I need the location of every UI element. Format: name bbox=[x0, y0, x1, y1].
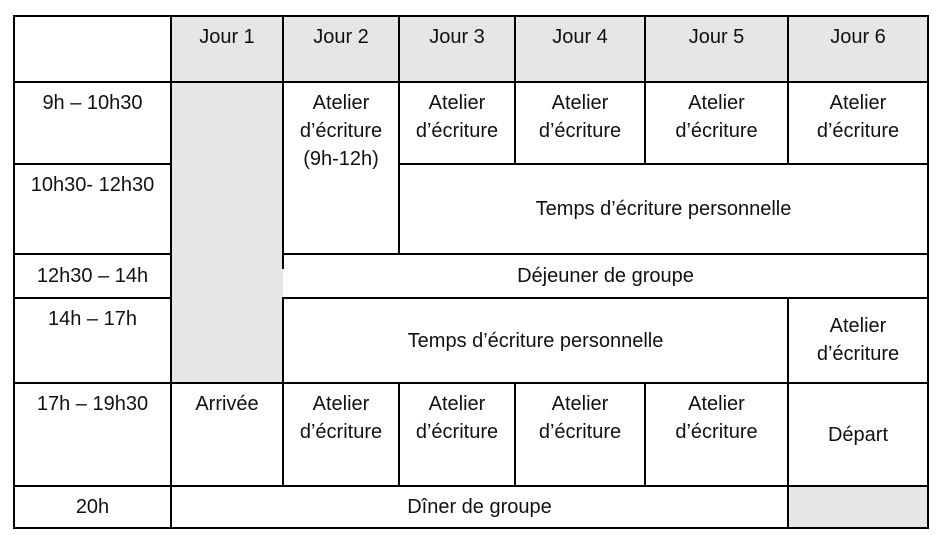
activity-line: Atelier bbox=[312, 92, 370, 114]
grid-line bbox=[787, 297, 789, 529]
grid-line bbox=[283, 253, 929, 255]
grid-line bbox=[283, 297, 929, 299]
grid-line bbox=[644, 382, 646, 487]
grid-line bbox=[514, 15, 516, 165]
grid-line bbox=[13, 163, 171, 165]
activity-line: d’écriture bbox=[538, 421, 622, 443]
activity-line: Atelier bbox=[829, 92, 887, 114]
grid-line bbox=[927, 15, 929, 529]
activity-line: Atelier bbox=[428, 393, 486, 415]
day-6-dinner-empty bbox=[788, 486, 928, 528]
activity-line: Atelier bbox=[551, 92, 609, 114]
activity-line: d’écriture bbox=[415, 421, 499, 443]
activity-line: d’écriture bbox=[299, 120, 383, 142]
grid-line bbox=[13, 527, 929, 529]
header-day-1: Jour 1 bbox=[171, 16, 283, 82]
header-day-5: Jour 5 bbox=[645, 16, 788, 82]
group-lunch: Déjeuner de groupe bbox=[517, 265, 694, 287]
grid-line bbox=[644, 15, 646, 165]
day-3-evening-atelier bbox=[399, 383, 515, 486]
header-day-6: Jour 6 bbox=[788, 16, 928, 82]
grid-line bbox=[13, 485, 929, 487]
grid-line bbox=[398, 382, 400, 487]
day-1-empty-block bbox=[171, 82, 283, 383]
header-day-2: Jour 2 bbox=[283, 16, 399, 82]
activity-line: Atelier bbox=[551, 393, 609, 415]
day-2-atelier-long bbox=[283, 82, 399, 254]
grid-line bbox=[13, 382, 929, 384]
time-slot-3: 12h30 – 14h bbox=[36, 265, 149, 287]
activity-line: d’écriture bbox=[299, 421, 383, 443]
grid-line bbox=[399, 163, 929, 165]
grid-line bbox=[787, 15, 789, 165]
activity-line: d’écriture bbox=[675, 421, 758, 443]
activity-line: d’écriture bbox=[816, 120, 900, 142]
activity-hours: (9h-12h) bbox=[303, 148, 379, 170]
activity-line: Atelier bbox=[428, 92, 486, 114]
day-4-evening-atelier bbox=[515, 383, 645, 486]
activity-line: d’écriture bbox=[675, 120, 758, 142]
late-morning-personal-writing: Temps d’écriture personnelle bbox=[535, 198, 792, 220]
day-1-arrival: Arrivée bbox=[195, 393, 259, 415]
afternoon-personal-writing: Temps d’écriture personnelle bbox=[407, 329, 664, 352]
time-slot-2: 10h30- 12h30 bbox=[30, 174, 155, 196]
grid-line bbox=[514, 382, 516, 487]
grid-line bbox=[282, 297, 284, 487]
day-4-morning-atelier bbox=[515, 82, 645, 164]
day-5-morning-atelier bbox=[645, 82, 788, 164]
day-6-departure: Départ bbox=[827, 423, 889, 446]
day-2-evening-atelier bbox=[283, 383, 399, 486]
grid-line bbox=[398, 15, 400, 255]
activity-line: d’écriture bbox=[816, 343, 900, 365]
grid-line bbox=[13, 81, 929, 83]
group-dinner: Dîner de groupe bbox=[407, 496, 552, 518]
day-6-morning-atelier bbox=[788, 82, 928, 164]
day-3-morning-atelier bbox=[399, 82, 515, 164]
time-slot-4: 14h – 17h bbox=[48, 308, 137, 330]
activity-line: Atelier bbox=[829, 315, 887, 337]
activity-line: d’écriture bbox=[415, 120, 499, 142]
grid-line bbox=[13, 15, 929, 17]
time-slot-6: 20h bbox=[75, 496, 110, 518]
grid-line bbox=[282, 15, 284, 269]
time-slot-5: 17h – 19h30 bbox=[36, 393, 149, 415]
activity-line: Atelier bbox=[312, 393, 370, 415]
header-corner-fill bbox=[14, 16, 171, 82]
grid-line bbox=[13, 297, 171, 299]
grid-line bbox=[13, 253, 171, 255]
grid-line bbox=[13, 15, 15, 529]
day-5-evening-atelier bbox=[645, 383, 788, 486]
time-slot-1: 9h – 10h30 bbox=[42, 92, 143, 114]
header-day-4: Jour 4 bbox=[515, 16, 645, 82]
activity-line: Atelier bbox=[688, 393, 745, 415]
day-6-afternoon-atelier bbox=[788, 298, 928, 383]
activity-line: Atelier bbox=[688, 92, 745, 114]
grid-line bbox=[170, 15, 172, 529]
activity-line: d’écriture bbox=[538, 120, 622, 142]
header-day-3: Jour 3 bbox=[399, 16, 515, 82]
